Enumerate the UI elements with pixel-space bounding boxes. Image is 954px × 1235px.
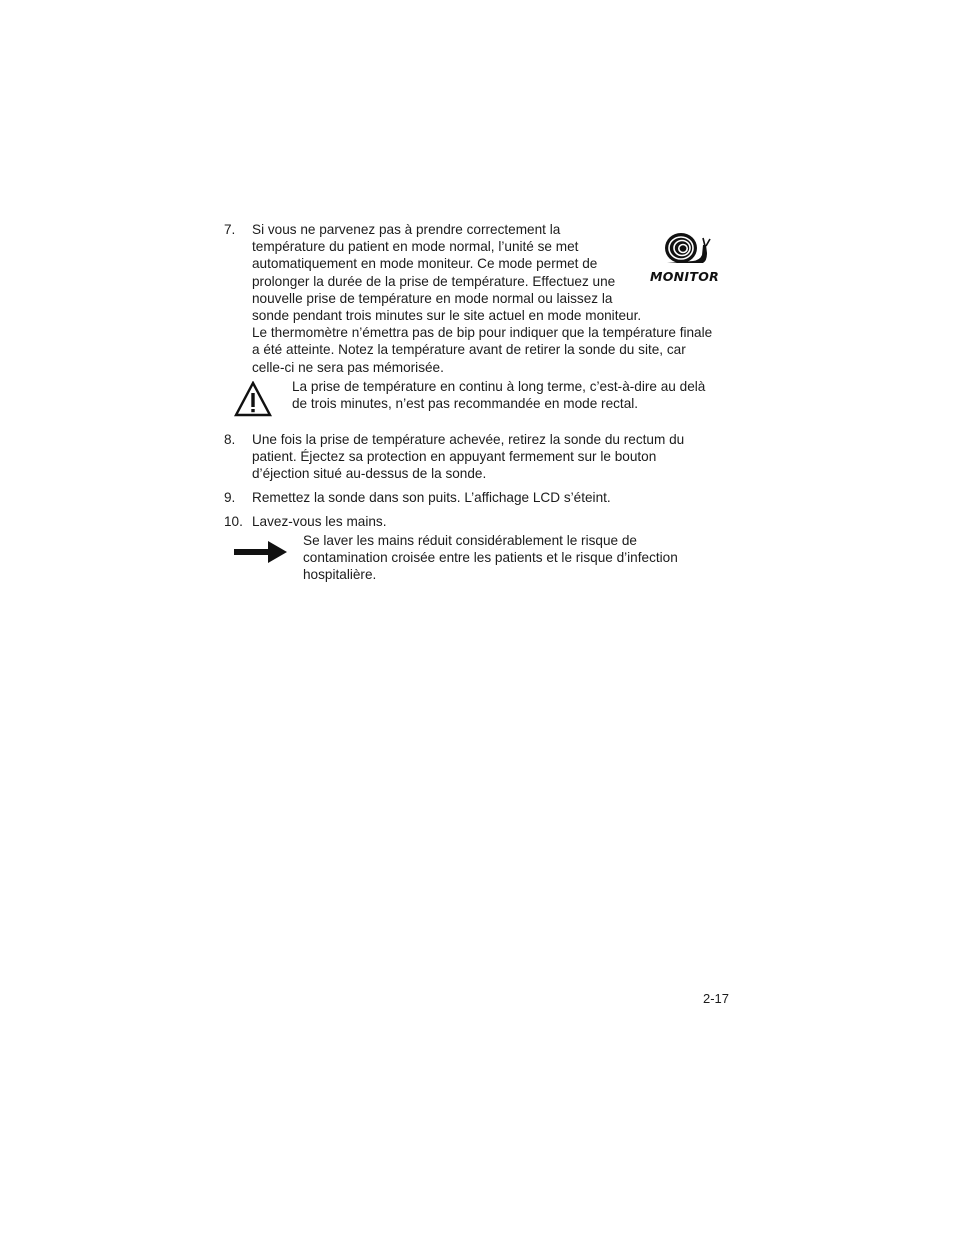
- warning-line: de trois minutes, n’est pas recommandée en mode rectal.: [292, 396, 639, 412]
- step-8-number: 8.: [224, 432, 236, 447]
- arrow-right-icon: [234, 540, 288, 564]
- note-line: Se laver les mains réduit considérablement le risque de: [303, 533, 637, 548]
- step-10-text: [252, 513, 386, 530]
- step-7-line: sonde pendant trois minutes sur le site actuel en mode moniteur.: [252, 308, 642, 324]
- step-7-line: a été atteinte. Notez la température avant de retirer la sonde du site, car: [252, 342, 686, 358]
- step-8-line: patient. Éjectez sa protection en appuyant fermement sur le bouton: [252, 449, 657, 465]
- note-line: contamination croisée entre les patients et le risque d’infection: [303, 550, 678, 566]
- warning-triangle-icon: [234, 381, 272, 417]
- note-text: [303, 532, 678, 584]
- step-8-text: [252, 431, 684, 483]
- step-7-line: Si vous ne parvenez pas à prendre correctement la: [252, 222, 561, 237]
- warning-text: [292, 378, 705, 412]
- step-7-text: [252, 221, 712, 376]
- step-9-line: Remettez la sonde dans son puits. L’affichage LCD s’éteint.: [252, 490, 611, 505]
- step-8-line: d’éjection situé au-dessus de la sonde.: [252, 466, 487, 482]
- step-10-number: 10.: [224, 514, 243, 529]
- step-7-line: nouvelle prise de température en mode normal ou laissez la: [252, 290, 613, 306]
- page-number: 2-17: [703, 991, 730, 1006]
- step-7-line: automatiquement en mode moniteur. Ce mode permet de: [252, 256, 598, 272]
- step-7-line: température du patient en mode normal, l’unité se met: [252, 239, 579, 255]
- step-7-number: 7.: [224, 222, 236, 237]
- step-8-line: Une fois la prise de température achevée, retirez la sonde du rectum du: [252, 432, 685, 447]
- note-line: hospitalière.: [303, 567, 377, 583]
- snail-icon: [663, 231, 713, 267]
- step-7-line: prolonger la durée de la prise de température. Effectuez une: [252, 273, 616, 289]
- step-7-line: celle-ci ne sera pas mémorisée.: [252, 359, 444, 375]
- step-9-text: [252, 489, 611, 506]
- step-10-line: Lavez-vous les mains.: [252, 514, 387, 529]
- warning-line: La prise de température en continu à long terme, c’est-à-dire au delà: [292, 379, 706, 394]
- step-9-number: 9.: [224, 490, 236, 505]
- monitor-label: MONITOR: [650, 269, 720, 284]
- step-7-line: Le thermomètre n’émettra pas de bip pour indiquer que la température finale: [252, 325, 713, 341]
